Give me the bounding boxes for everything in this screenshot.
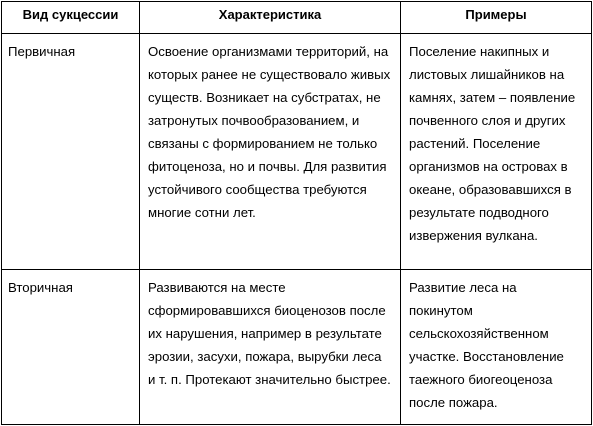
cell-type-secondary: Вторичная	[2, 270, 140, 425]
cell-characteristic-secondary: Развиваются на месте сформировавшихся биоценозов после их нарушения, например в результате эрозии, засухи, пожара, вырубки леса и т. п. Протекают значительно быстрее.	[140, 270, 401, 425]
cell-examples-primary: Поселение накипных и листовых лишайников на камнях, затем – появление почвенного слоя и других растений. Поселение организмов на островах в океане, образовавшихся в результате подводного извержения вулкана.	[401, 34, 592, 270]
succession-table	[1, 1, 592, 425]
header-characteristic: Характеристика	[140, 2, 401, 34]
table-row-secondary	[2, 270, 592, 425]
cell-type-primary: Первичная	[2, 34, 140, 270]
table-row-primary	[2, 34, 592, 270]
cell-examples-secondary: Развитие леса на покинутом сельскохозяйственном участке. Восстановление таежного биогеоценоза после пожара.	[401, 270, 592, 425]
header-row	[2, 2, 592, 34]
header-type: Вид сукцессии	[2, 2, 140, 34]
header-examples: Примеры	[401, 2, 592, 34]
cell-characteristic-primary: Освоение организмами территорий, на которых ранее не существовало живых существ. Возникает на субстратах, не затронутых почвообразованием, и связаны с формированием не только фитоценоза, но и почвы. Для развития устойчивого сообщества требуются многие сотни лет.	[140, 34, 401, 270]
